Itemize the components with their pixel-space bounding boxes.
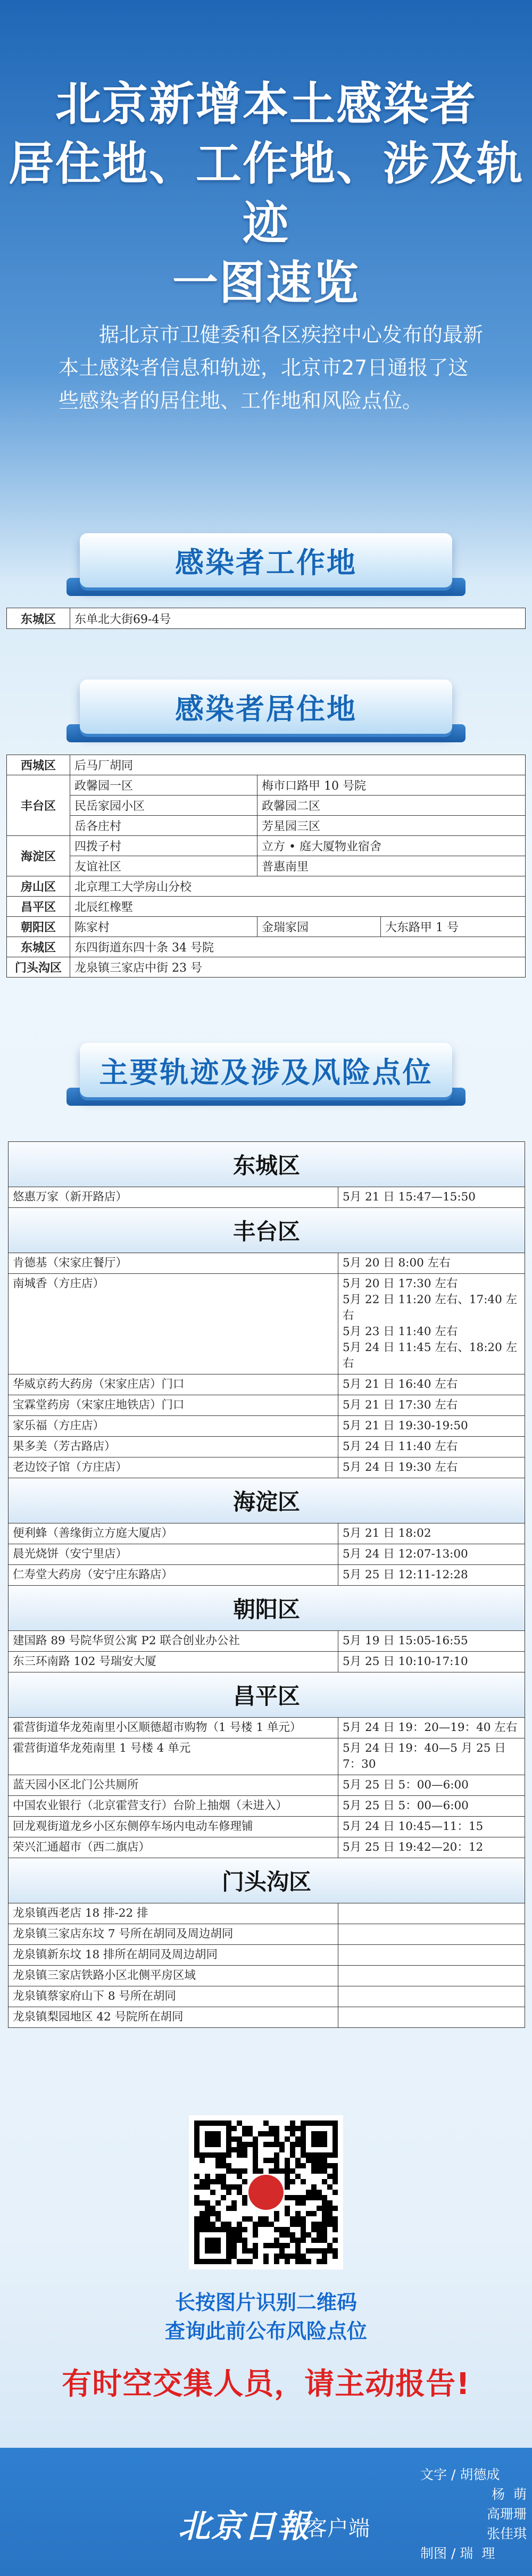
residence-table [6,755,526,978]
track-section-banner [66,1043,466,1112]
track-place: 仁寿堂大药房（安宁庄东路店） [9,1565,338,1585]
track-time [338,1966,525,1986]
track-place: 中国农业银行（北京霍营支行）台阶上抽烟（未进入） [9,1796,338,1816]
track-place: 龙泉镇蔡家府山下 8 号所在胡同 [9,1986,338,2007]
place-cell: 梅市口路甲 10 号院 [257,775,526,796]
district-heading: 丰台区 [9,1208,525,1253]
district-heading: 门头沟区 [9,1858,525,1903]
track-time: 5月 20 日 17:30 左右 5月 22 日 11:20 左右、17:40 左右 5月 23 日 11:40 左右 5月 24 日 11:45 左右、18:20 左右 [343,1277,518,1370]
track-time: 5月 25 日 5：00—6:00 [343,1778,469,1792]
track-time: 5月 21 日 15:47—15:50 [343,1190,476,1204]
track-row [9,1274,525,1374]
track-time: 5月 21 日 16:40 左右 [343,1378,458,1391]
track-place: 家乐福（方庄店） [9,1416,338,1436]
track-row [9,1374,525,1395]
track-time: 5月 21 日 19:30-19:50 [343,1419,468,1432]
track-row [9,1523,525,1544]
district-heading: 昌平区 [9,1672,525,1718]
track-table [8,1141,525,2028]
track-place: 悠惠万家（新开路店） [9,1187,338,1207]
table-row [7,957,526,978]
place-cell: 陈家村 [70,917,257,937]
track-place: 老边饺子馆（方庄店） [9,1457,338,1478]
track-time: 5月 25 日 12:11-12:28 [343,1568,468,1581]
district-cell: 东城区 [7,937,70,957]
place-cell: 四拨子村 [70,836,257,856]
district-cell: 东城区 [7,608,70,629]
track-row [9,1187,525,1208]
track-place: 龙泉镇三家店铁路小区北侧平房区域 [9,1966,338,1986]
track-place: 霍营街道华龙苑南里 1 号楼 4 单元 [9,1738,338,1775]
place-cell: 北辰红橡墅 [70,897,526,917]
intro-paragraph: 据北京市卫健委和各区疾控中心发布的最新本土感染者信息和轨迹，北京市27日通报了这些感染者的居住地、工作地和风险点位。 [59,323,484,412]
track-row [9,1395,525,1416]
place-cell: 政馨园一区 [70,775,257,796]
work-section-banner [66,533,466,602]
track-place: 龙泉镇梨园地区 42 号院所在胡同 [9,2007,338,2027]
table-row [7,755,526,775]
track-row [9,1924,525,1945]
qr-code-image[interactable] [189,2115,343,2269]
track-row [9,1817,525,1837]
credit-line: 文字 / 胡德成 [420,2467,500,2482]
work-table [6,608,526,629]
track-row [9,1652,525,1672]
track-row [9,1796,525,1817]
track-row [9,1565,525,1586]
track-time: 5月 24 日 19:30 左右 [343,1461,458,1474]
track-place: 龙泉镇新东坟 18 排所在胡同及周边胡同 [9,1945,338,1965]
track-place: 蓝天园小区北门公共厕所 [9,1775,338,1795]
track-time: 5月 21 日 18:02 [343,1527,431,1540]
track-place: 南城香（方庄店） [9,1274,338,1374]
district-cell: 房山区 [7,876,70,897]
place-cell: 政馨园二区 [257,796,526,816]
residence-section-banner [66,680,466,749]
track-time: 5月 25 日 5：00—6:00 [343,1799,469,1812]
track-row [9,2007,525,2027]
place-cell: 芳星园三区 [257,816,526,836]
place-cell: 大东路甲 1 号 [381,917,526,937]
district-cell: 门头沟区 [7,957,70,978]
page-title [0,74,532,313]
track-place: 龙泉镇西老店 18 排-22 排 [9,1903,338,1924]
track-time [338,1924,525,1944]
track-row [9,1253,525,1274]
table-row [7,897,526,917]
report-slogan: 有时空交集人员，请主动报告! [62,2367,470,2401]
place-cell: 民岳家园小区 [70,796,257,816]
track-place: 霍营街道华龙苑南里小区顺德超市购物（1 号楼 1 单元） [9,1718,338,1738]
place-cell: 后马厂胡同 [70,755,526,775]
track-row [9,1416,525,1437]
district-cell: 海淀区 [7,836,70,876]
track-row [9,1775,525,1796]
track-row [9,1738,525,1775]
title-line-1: 北京新增本土感染者 [55,78,477,131]
district-cell: 朝阳区 [7,917,70,937]
track-time [338,2007,525,2027]
table-row [7,836,526,856]
track-place: 宝霖堂药房（宋家庄地铁店）门口 [9,1395,338,1415]
track-row [9,1986,525,2007]
table-row [7,796,526,816]
track-row [9,1945,525,1966]
residence-section-title: 感染者居住地 [80,680,452,734]
work-section-title: 感染者工作地 [80,533,452,587]
title-line-3: 一图速览 [172,256,360,310]
credit-line: 杨 萌 [492,2487,527,2502]
track-row [9,1718,525,1738]
district-cell: 丰台区 [7,775,70,836]
district-heading: 东城区 [9,1142,525,1187]
place-cell: 北京理工大学房山分校 [70,876,526,897]
track-time: 5月 21 日 17:30 左右 [343,1398,458,1412]
track-place: 建国路 89 号院华贸公寓 P2 联合创业办公社 [9,1631,338,1651]
track-time: 5月 20 日 8:00 左右 [343,1256,451,1270]
table-row [7,775,526,796]
track-time [338,1945,525,1965]
qr-caption-line-1: 长按图片识别二维码 [174,2291,357,2314]
track-place: 回龙观街道龙乡小区东侧停车场内电动车修理铺 [9,1817,338,1837]
track-time: 5月 24 日 19：20—19：40 左右 [343,1721,518,1734]
track-place: 龙泉镇三家店东坟 7 号所在胡同及周边胡同 [9,1924,338,1944]
credit-line: 高珊珊 [486,2506,527,2522]
district-cell: 昌平区 [7,897,70,917]
track-place: 华威京药大药房（宋家庄店）门口 [9,1374,338,1395]
track-time: 5月 24 日 11:40 左右 [343,1440,458,1453]
track-time: 5月 24 日 19：40—5 月 25 日 7：30 [343,1742,506,1771]
logo-suffix: 客户端 [306,2516,370,2541]
track-row [9,1631,525,1652]
beijing-daily-logo: 北京日報 [178,2508,310,2545]
track-time [338,1986,525,2007]
title-line-2: 居住地、工作地、涉及轨迹 [9,137,523,250]
qr-caption [0,2288,532,2346]
table-row [7,608,526,629]
credit-line: 制图 / 瑞 理 [420,2546,495,2561]
table-row [7,876,526,897]
track-row [9,1544,525,1565]
district-heading: 海淀区 [9,1478,525,1523]
track-section-title: 主要轨迹及涉及风险点位 [80,1043,452,1097]
track-time: 5月 24 日 10:45—11：15 [343,1820,484,1833]
credit-line: 张佳琪 [486,2526,527,2541]
track-place: 荣兴汇通超市（西二旗店） [9,1837,338,1858]
table-row [7,937,526,957]
district-heading: 朝阳区 [9,1586,525,1631]
place-cell: 立方 • 庭大厦物业宿舍 [257,836,526,856]
place-cell: 金瑞家园 [257,917,381,937]
table-row [7,856,526,876]
place-cell: 东单北大街69-4号 [70,608,526,629]
place-cell: 普惠南里 [257,856,526,876]
track-time: 5月 24 日 12:07-13:00 [343,1547,468,1561]
track-time: 5月 25 日 10:10-17:10 [343,1655,468,1668]
track-row [9,1437,525,1457]
qr-caption-line-2: 查询此前公布风险点位 [164,2320,367,2343]
track-row [9,1966,525,1986]
track-place: 东三环南路 102 号瑞安大厦 [9,1652,338,1672]
place-cell: 东四街道东四十条 34 号院 [70,937,526,957]
table-row [7,816,526,836]
track-place: 晨光烧饼（安宁里店） [9,1544,338,1564]
place-cell: 岳各庄村 [70,816,257,836]
track-place: 果多美（芳古路店） [9,1437,338,1457]
track-time: 5月 25 日 19:42—20：12 [343,1841,484,1854]
track-place: 便利蜂（善缘街立方庭大厦店） [9,1523,338,1544]
track-place: 肯德基（宋家庄餐厅） [9,1253,338,1273]
track-time: 5月 19 日 15:05-16:55 [343,1634,468,1647]
track-time [338,1903,525,1924]
place-cell: 友谊社区 [70,856,257,876]
place-cell: 龙泉镇三家店中街 23 号 [70,957,526,978]
track-row [9,1903,525,1924]
track-row [9,1837,525,1858]
track-row [9,1457,525,1478]
credits [420,2465,527,2563]
table-row [7,917,526,937]
district-cell: 西城区 [7,755,70,775]
